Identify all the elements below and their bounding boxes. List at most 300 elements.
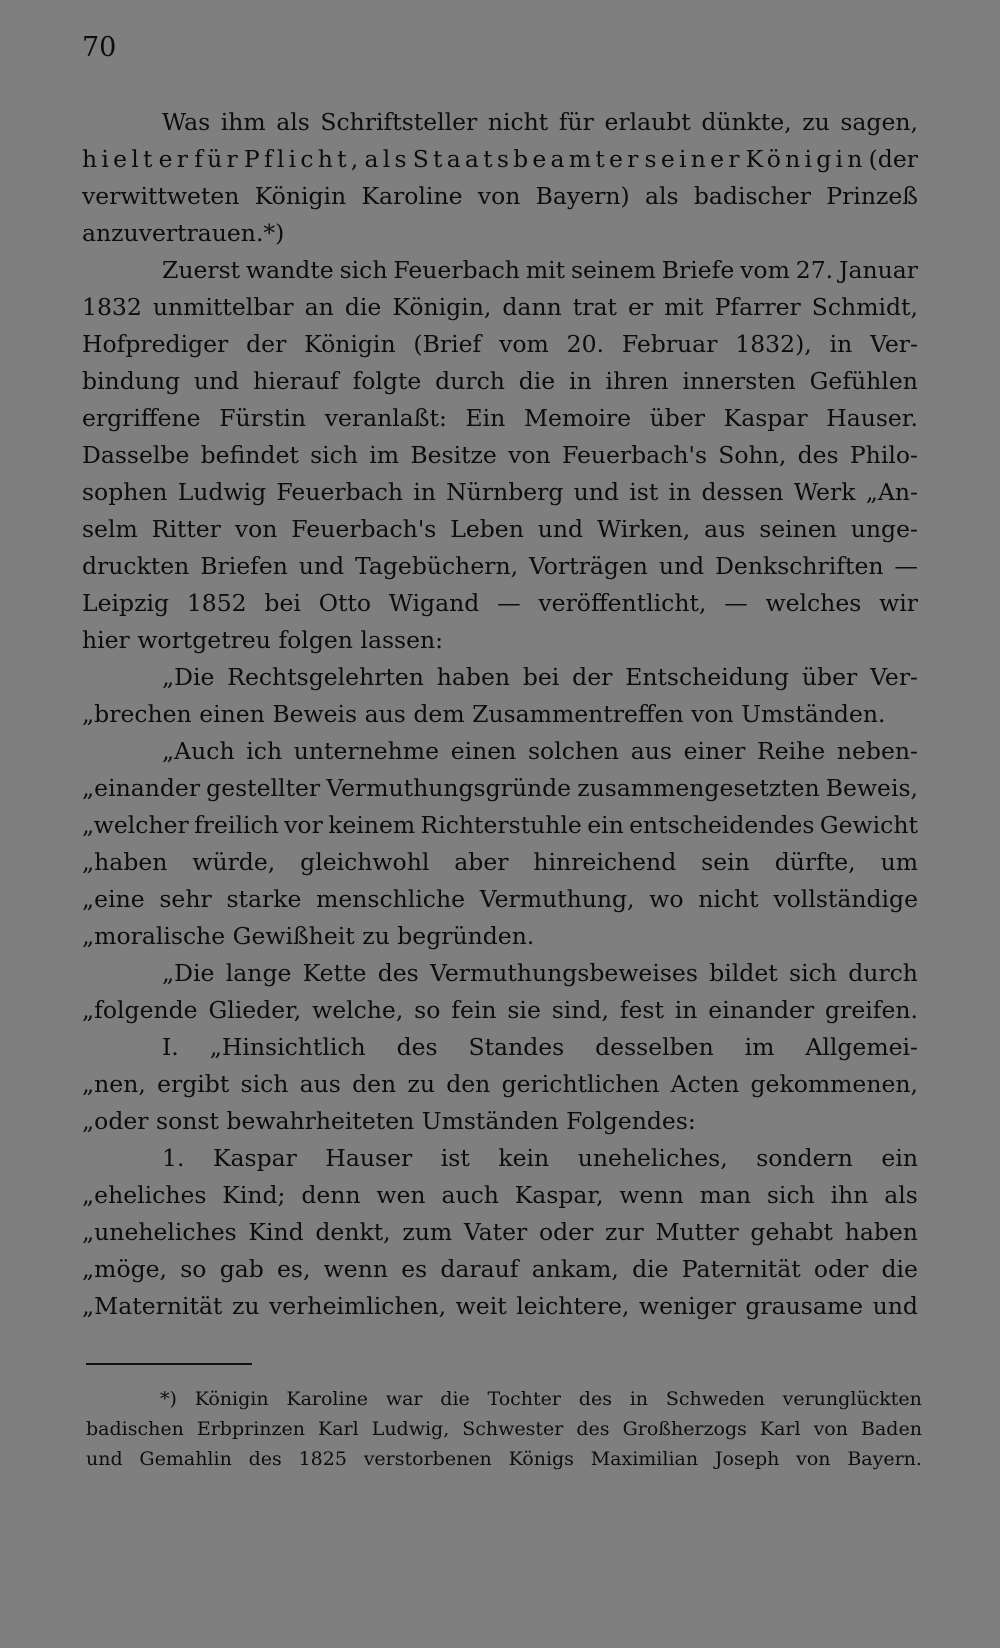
word: Ver- — [870, 663, 918, 691]
word: I. — [162, 1033, 179, 1061]
word: es — [401, 1255, 428, 1283]
word: — — [724, 589, 748, 617]
word: Otto — [318, 589, 371, 617]
word: 1832), — [735, 330, 812, 358]
word: zu — [802, 108, 830, 136]
word: Vermuthungsgründe — [326, 774, 572, 802]
word: „möge, — [82, 1255, 168, 1283]
word: seinem — [570, 256, 656, 284]
word: auch — [441, 1181, 499, 1209]
word: sie — [507, 996, 541, 1024]
word: unmittelbar — [152, 293, 294, 321]
word: bewahrheiteten — [226, 1107, 415, 1135]
word: Entscheidung — [625, 663, 790, 691]
word: aus — [630, 737, 672, 765]
word: desselben — [595, 1033, 714, 1061]
word: wir — [879, 589, 918, 617]
text-line — [82, 1029, 918, 1066]
word: über — [801, 663, 858, 691]
word: Acten — [670, 1070, 740, 1098]
word: in — [413, 478, 436, 506]
word: lassen: — [360, 626, 444, 654]
word: greifen. — [825, 996, 918, 1024]
word: Feuerbach — [276, 478, 403, 506]
word: war — [385, 1388, 423, 1410]
word: dessen — [701, 478, 784, 506]
text-line — [82, 252, 918, 289]
word: Erbprinzen — [196, 1418, 306, 1440]
word: sich — [310, 441, 358, 469]
word: innersten — [682, 367, 796, 395]
word: uneheliches, — [577, 1144, 728, 1172]
word: Kind; — [222, 1181, 286, 1209]
word: Umständen. — [741, 700, 886, 728]
word: Königin, — [392, 293, 492, 321]
word: im — [744, 1033, 775, 1061]
word: Königin — [194, 1388, 269, 1410]
word: Folgendes: — [566, 1107, 696, 1135]
word: zur — [605, 1218, 644, 1246]
word: zu — [231, 1292, 260, 1320]
word: Sohn, — [718, 441, 787, 469]
word: Wirken, — [596, 515, 691, 543]
text-line — [82, 770, 918, 807]
word: sonst — [156, 1107, 219, 1135]
word: sehr — [159, 885, 212, 913]
word: in — [569, 367, 592, 395]
word: erlaubt — [604, 108, 691, 136]
word: gehabt — [750, 1218, 833, 1246]
word: Gewicht — [819, 811, 918, 839]
word: wo — [649, 885, 684, 913]
word: den — [352, 1070, 397, 1098]
word: Vorträgen — [528, 552, 648, 580]
word: Kaspar — [723, 404, 808, 432]
word: und — [658, 552, 705, 580]
word: Königin — [254, 182, 347, 210]
word: denn — [301, 1181, 361, 1209]
word: des — [578, 1388, 612, 1410]
word: zum — [402, 1218, 453, 1246]
word: „haben — [82, 848, 168, 876]
word: Schmidt, — [811, 293, 918, 321]
word: als — [884, 1181, 918, 1209]
word: Gewißheit — [232, 922, 355, 950]
text-line — [82, 1288, 918, 1325]
word: Tagebüchern, — [355, 552, 519, 580]
word: Karl — [759, 1418, 801, 1440]
word: Wigand — [388, 589, 480, 617]
word: Kaspar — [212, 1144, 297, 1172]
word: sich — [240, 1070, 289, 1098]
word: Ludwig — [177, 478, 267, 506]
word: „Hinsichtlich — [209, 1033, 366, 1061]
word: weit — [455, 1292, 507, 1320]
word: ein — [587, 811, 624, 839]
text-line — [82, 1251, 918, 1288]
word: Allgemei- — [805, 1033, 918, 1061]
word: leichtere, — [516, 1292, 630, 1320]
word: Denkschriften — [715, 552, 884, 580]
word: weniger — [638, 1292, 736, 1320]
word: Februar — [621, 330, 718, 358]
word: „brechen — [82, 700, 192, 728]
word: Bayern. — [847, 1448, 922, 1470]
word: gestellter — [206, 774, 321, 802]
text-line — [82, 363, 918, 400]
word: aus — [364, 700, 406, 728]
word: über — [649, 404, 705, 432]
word: Hofprediger — [82, 330, 229, 358]
word: (Brief — [413, 330, 482, 358]
word: der — [572, 663, 613, 691]
word: sondern — [756, 1144, 853, 1172]
word: veranlaßt: — [324, 404, 447, 432]
word: trat — [572, 293, 617, 321]
word: zu — [407, 1070, 435, 1098]
word: Beweis, — [825, 774, 918, 802]
word: Zuerst — [162, 256, 241, 284]
word: verwittweten — [82, 182, 240, 210]
text-line — [82, 659, 918, 696]
word: ist — [629, 478, 659, 506]
word: entscheidendes — [629, 811, 815, 839]
word: so — [180, 1255, 207, 1283]
word: welches — [765, 589, 862, 617]
word: durch — [435, 367, 505, 395]
word: Beweis — [272, 700, 358, 728]
word: *) — [160, 1388, 177, 1410]
text-line — [82, 141, 918, 178]
word: Königs — [508, 1448, 574, 1470]
word: dann — [502, 293, 562, 321]
text-line — [82, 326, 918, 363]
word: „einander — [82, 774, 201, 802]
word: Philo- — [849, 441, 918, 469]
word: seiner — [644, 145, 744, 173]
word: denkt, — [315, 1218, 391, 1246]
word: welche, — [312, 996, 404, 1024]
word: Ludwig, — [371, 1418, 450, 1440]
text-line — [82, 844, 918, 881]
word: Werk — [793, 478, 856, 506]
word: wen — [376, 1181, 426, 1209]
word: „An- — [865, 478, 918, 506]
word: Kind — [248, 1218, 304, 1246]
word: von — [796, 1448, 831, 1470]
word: Fürstin — [219, 404, 307, 432]
word: Feuerbach — [393, 256, 520, 284]
word: Karoline — [286, 1388, 369, 1410]
text-line — [82, 437, 918, 474]
word: keinem — [328, 811, 416, 839]
word: und — [573, 478, 619, 506]
word: als — [276, 108, 310, 136]
word: die — [344, 293, 382, 321]
text-line — [82, 1103, 918, 1140]
word: sich — [339, 256, 388, 284]
word: sein — [701, 848, 750, 876]
word: sagen, — [840, 108, 918, 136]
word: unge- — [850, 515, 918, 543]
word: „eheliches — [82, 1181, 207, 1209]
word: dürfte, — [774, 848, 856, 876]
word: bildet — [709, 959, 778, 987]
word: Bayern) — [535, 182, 630, 210]
text-line — [82, 289, 918, 326]
text-line — [82, 548, 918, 585]
page-number: 70 — [82, 32, 117, 63]
word: einen — [199, 700, 265, 728]
text-line — [82, 215, 918, 252]
word: gerichtlichen — [501, 1070, 660, 1098]
word: ein — [881, 1144, 918, 1172]
word: dünkte, — [701, 108, 792, 136]
text-line — [82, 585, 918, 622]
word: zu — [362, 922, 390, 950]
word: der — [246, 330, 287, 358]
text-line — [82, 955, 918, 992]
word: Leipzig — [82, 589, 170, 617]
word: Karl — [318, 1418, 359, 1440]
word: fein — [451, 996, 497, 1024]
word: bei — [264, 589, 301, 617]
word: lange — [225, 959, 292, 987]
word: als — [644, 182, 679, 210]
word: Königin — [304, 330, 396, 358]
word: Januar — [839, 256, 918, 284]
word: Prinzeß — [826, 182, 918, 210]
word: Rechtsgelehrten — [227, 663, 424, 691]
word: anzuvertrauen.*) — [82, 219, 285, 247]
word: Staatsbeamter — [412, 145, 643, 173]
text-line — [82, 733, 918, 770]
word: Schweden — [665, 1388, 765, 1410]
word: des — [576, 1418, 610, 1440]
word: ihn — [830, 1181, 869, 1209]
word: Schwester — [462, 1418, 564, 1440]
word: des — [248, 1448, 282, 1470]
word: 1852 — [186, 589, 247, 617]
word: wenn — [323, 1255, 388, 1283]
text-line — [82, 1214, 918, 1251]
word: mit — [664, 293, 704, 321]
word: in — [829, 330, 853, 358]
word: (der — [868, 145, 918, 173]
word: Gefühlen — [809, 367, 918, 395]
word: es, — [277, 1255, 311, 1283]
word: die — [881, 1255, 918, 1283]
word: ihm — [220, 108, 266, 136]
text-line — [82, 881, 918, 918]
word: seinen — [759, 515, 837, 543]
footnote-rule — [86, 1363, 252, 1365]
word: vom — [740, 256, 790, 284]
word: Umständen — [421, 1107, 559, 1135]
word: er — [158, 145, 193, 173]
word: solchen — [527, 737, 620, 765]
word: „nen, — [82, 1070, 146, 1098]
word: gekommenen, — [750, 1070, 918, 1098]
word: Joseph — [714, 1448, 780, 1470]
word: in — [668, 478, 692, 506]
word: gab — [219, 1255, 264, 1283]
word: Dasselbe — [82, 441, 190, 469]
word: sich — [789, 959, 837, 987]
word: ergriffene — [82, 404, 201, 432]
word: 20. — [566, 330, 604, 358]
word: veröffentlicht, — [538, 589, 707, 617]
word: er — [628, 293, 654, 321]
word: und — [872, 1292, 918, 1320]
word: Besitze — [410, 441, 497, 469]
word: die — [440, 1388, 470, 1410]
word: Pfarrer — [714, 293, 801, 321]
text-line — [82, 400, 918, 437]
word: Vermuthung, — [479, 885, 635, 913]
word: vollständige — [773, 885, 918, 913]
word: im — [369, 441, 400, 469]
word: vor — [284, 811, 323, 839]
word: sind, — [551, 996, 609, 1024]
word: „uneheliches — [82, 1218, 237, 1246]
word: selm — [82, 515, 138, 543]
word: mit — [525, 256, 566, 284]
main-text — [82, 104, 918, 1325]
word: um — [880, 848, 918, 876]
word: folgen — [278, 626, 353, 654]
word: ist — [440, 1144, 470, 1172]
text-line — [82, 104, 918, 141]
word: die — [632, 1255, 669, 1283]
word: Leben — [450, 515, 524, 543]
word: — — [894, 552, 918, 580]
word: Ein — [465, 404, 506, 432]
word: von — [508, 441, 551, 469]
word: sich — [766, 1181, 815, 1209]
word: und — [537, 515, 584, 543]
word: Königin — [745, 145, 867, 173]
word: „moralische — [82, 922, 226, 950]
word: Briefen — [200, 552, 288, 580]
word: sophen — [82, 478, 168, 506]
word: wandte — [246, 256, 334, 284]
text-line — [82, 474, 918, 511]
word: man — [699, 1181, 752, 1209]
word: nicht — [487, 108, 549, 136]
word: druckten — [82, 552, 190, 580]
word: Briefe — [661, 256, 735, 284]
word: des — [396, 1033, 438, 1061]
word: „Die — [162, 959, 215, 987]
word: Richterstuhle — [420, 811, 582, 839]
word: aber — [454, 848, 509, 876]
text-line — [82, 1177, 918, 1214]
word: als — [364, 145, 411, 173]
footnote-line — [86, 1384, 922, 1414]
word: gleichwohl — [300, 848, 430, 876]
word: wenn — [619, 1181, 684, 1209]
word: begründen. — [397, 922, 535, 950]
word: ergibt — [157, 1070, 230, 1098]
text-line — [82, 1140, 918, 1177]
word: bindung — [82, 367, 181, 395]
word: Schriftsteller — [320, 108, 478, 136]
word: Baden — [861, 1418, 922, 1440]
word: und — [298, 552, 345, 580]
word: für — [194, 145, 242, 173]
word: Standes — [468, 1033, 565, 1061]
word: den — [446, 1070, 491, 1098]
word: starke — [226, 885, 302, 913]
word: Gemahlin — [139, 1448, 232, 1470]
word: freilich — [194, 811, 279, 839]
word: „eine — [82, 885, 145, 913]
word: darauf — [440, 1255, 519, 1283]
text-line — [82, 807, 918, 844]
word: 1. — [162, 1144, 185, 1172]
word: „welcher — [82, 811, 189, 839]
word: von — [813, 1418, 848, 1440]
word: oder — [813, 1255, 869, 1283]
word: und — [86, 1448, 123, 1470]
word: Vermuthungsbeweises — [430, 959, 698, 987]
text-line — [82, 622, 918, 659]
word: verstorbenen — [363, 1448, 492, 1470]
word: Feuerbach's — [291, 515, 437, 543]
word: Hauser — [325, 1144, 413, 1172]
word: aus — [704, 515, 746, 543]
word: Was — [162, 108, 211, 136]
word: einen — [450, 737, 517, 765]
word: 1825 — [298, 1448, 347, 1470]
word: von — [477, 182, 521, 210]
word: Hauser. — [826, 404, 918, 432]
word: Karoline — [361, 182, 463, 210]
word: so — [414, 996, 441, 1024]
text-line — [82, 696, 918, 733]
word: befindet — [200, 441, 299, 469]
word: 27. — [795, 256, 834, 284]
word: „Die — [162, 663, 215, 691]
word: Tochter — [487, 1388, 562, 1410]
word: „folgende — [82, 996, 198, 1024]
word: von — [234, 515, 278, 543]
word: hier — [82, 626, 130, 654]
word: an — [304, 293, 334, 321]
word: in — [674, 996, 698, 1024]
word: vom — [499, 330, 549, 358]
word: aus — [299, 1070, 341, 1098]
word: durch — [848, 959, 918, 987]
word: zusammengesetzten — [577, 774, 820, 802]
word: ich — [246, 737, 283, 765]
word: 1832 — [82, 293, 142, 321]
word: Pflicht, — [243, 145, 363, 173]
footnotes — [86, 1384, 922, 1474]
word: „Auch — [162, 737, 235, 765]
word: des — [797, 441, 839, 469]
word: Kette — [302, 959, 367, 987]
word: in — [629, 1388, 649, 1410]
word: ankam, — [531, 1255, 619, 1283]
word: Kaspar, — [514, 1181, 604, 1209]
word: nicht — [698, 885, 759, 913]
word: verheimlichen, — [269, 1292, 447, 1320]
word: Maximilian — [590, 1448, 699, 1470]
word: Mutter — [655, 1218, 739, 1246]
word: Großherzogs — [622, 1418, 747, 1440]
